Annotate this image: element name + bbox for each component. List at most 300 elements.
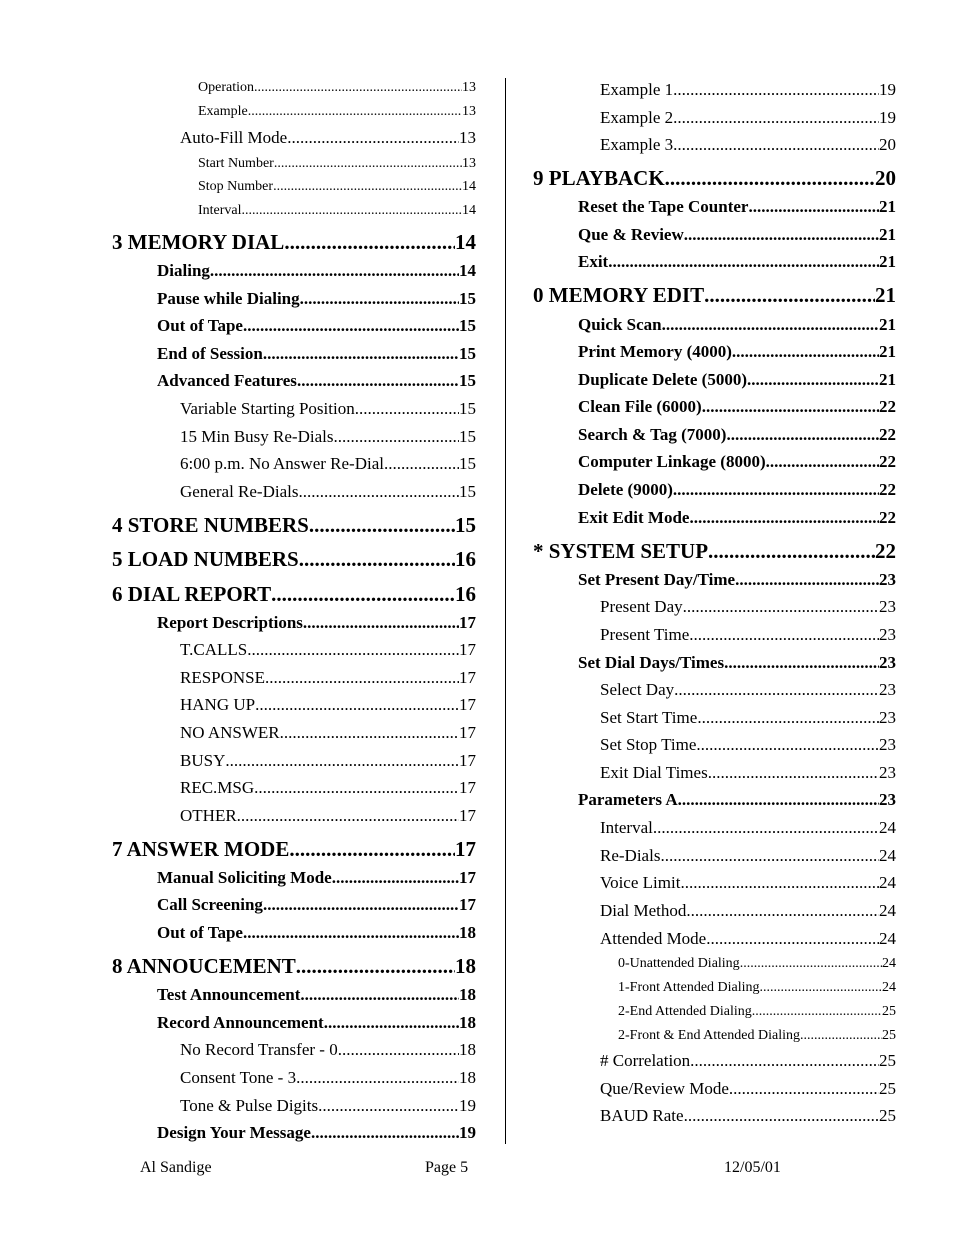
toc-dot-leader xyxy=(689,507,879,529)
toc-entry[interactable] xyxy=(157,922,476,944)
toc-entry-page: 21 xyxy=(879,197,896,216)
toc-entry-page: 17 xyxy=(459,751,476,770)
toc-dot-leader xyxy=(287,127,459,149)
toc-entry[interactable] xyxy=(578,424,896,446)
toc-dot-leader xyxy=(300,288,459,310)
toc-entry[interactable] xyxy=(578,789,896,811)
toc-entry[interactable] xyxy=(600,762,896,784)
toc-entry-title: 9 PLAYBACK xyxy=(533,166,665,190)
toc-entry-title: 0 MEMORY EDIT xyxy=(533,283,705,307)
toc-entry-page: 17 xyxy=(455,837,476,861)
toc-dot-leader xyxy=(732,341,879,363)
toc-entry[interactable] xyxy=(578,479,896,501)
toc-entry-title: 8 ANNOUCEMENT xyxy=(112,954,296,978)
toc-entry[interactable] xyxy=(533,164,896,192)
toc-dot-leader xyxy=(355,398,459,420)
toc-dot-leader xyxy=(662,314,879,336)
toc-entry-page: 20 xyxy=(875,166,896,190)
toc-entry-page: 18 xyxy=(459,1068,476,1087)
toc-entry-page: 25 xyxy=(882,1028,896,1043)
toc-dot-leader xyxy=(660,845,879,867)
toc-entry-page: 25 xyxy=(879,1079,896,1098)
toc-entry-title: 6 DIAL REPORT xyxy=(112,582,272,606)
toc-entry-page: 21 xyxy=(879,315,896,334)
toc-entry-page: 13 xyxy=(462,104,476,119)
toc-entry[interactable] xyxy=(533,281,896,309)
toc-entry-page: 23 xyxy=(879,680,896,699)
toc-entry[interactable] xyxy=(180,694,476,716)
toc-entry-page: 23 xyxy=(879,735,896,754)
toc-entry-title: General Re-Dials xyxy=(180,482,299,501)
toc-entry-page: 24 xyxy=(882,980,896,995)
toc-entry[interactable] xyxy=(180,1095,476,1117)
toc-entry-title: Attended Mode xyxy=(600,929,707,948)
toc-entry-page: 21 xyxy=(879,342,896,361)
toc-entry-page: 20 xyxy=(879,135,896,154)
toc-entry-title: Search & Tag (7000) xyxy=(578,425,727,444)
toc-dot-leader xyxy=(696,734,879,756)
toc-entry-title: Set Start Time xyxy=(600,708,698,727)
toc-entry[interactable] xyxy=(180,127,476,149)
toc-entry[interactable] xyxy=(157,260,476,282)
toc-entry[interactable] xyxy=(578,569,896,591)
toc-dot-leader xyxy=(740,955,882,973)
toc-entry-page: 15 xyxy=(459,289,476,308)
toc-entry[interactable] xyxy=(112,835,476,863)
toc-entry-title: Set Dial Days/Times xyxy=(578,653,725,672)
toc-entry[interactable] xyxy=(600,1105,896,1127)
toc-entry-title: Reset the Tape Counter xyxy=(578,197,749,216)
toc-entry[interactable] xyxy=(600,900,896,922)
toc-entry-page: 14 xyxy=(459,261,476,280)
toc-entry[interactable] xyxy=(600,679,896,701)
toc-entry-page: 15 xyxy=(459,399,476,418)
toc-entry[interactable] xyxy=(112,228,476,256)
toc-dot-leader xyxy=(318,1095,459,1117)
toc-dot-leader xyxy=(237,805,459,827)
toc-dot-leader xyxy=(680,872,879,894)
toc-dot-leader xyxy=(263,894,459,916)
toc-entry-title: 4 STORE NUMBERS xyxy=(112,513,309,537)
toc-dot-leader xyxy=(747,369,879,391)
toc-dot-leader xyxy=(210,260,459,282)
toc-entry-page: 15 xyxy=(459,482,476,501)
toc-entry-page: 25 xyxy=(879,1106,896,1125)
toc-dot-leader xyxy=(690,1050,879,1072)
toc-entry-page: 19 xyxy=(879,80,896,99)
toc-entry[interactable] xyxy=(157,894,476,916)
toc-entry[interactable] xyxy=(578,251,896,273)
toc-entry[interactable] xyxy=(600,707,896,729)
footer-page-number: Page 5 xyxy=(425,1159,469,1176)
toc-dot-leader xyxy=(254,777,459,799)
toc-entry-title: Voice Limit xyxy=(600,873,681,892)
toc-entry[interactable] xyxy=(578,396,896,418)
toc-entry-page: 22 xyxy=(875,539,896,563)
toc-entry-page: 24 xyxy=(879,929,896,948)
toc-dot-leader xyxy=(760,979,882,997)
toc-entry-title: Delete (9000) xyxy=(578,480,673,499)
toc-entry-page: 22 xyxy=(879,508,896,527)
toc-entry-title: Exit xyxy=(578,252,609,271)
toc-dot-leader xyxy=(299,545,455,573)
toc-entry-title: Present Day xyxy=(600,597,683,616)
toc-entry-page: 15 xyxy=(455,513,476,537)
toc-entry[interactable] xyxy=(157,867,476,889)
toc-entry[interactable] xyxy=(112,511,476,539)
toc-entry-title: HANG UP xyxy=(180,695,256,714)
toc-dot-leader xyxy=(324,1012,459,1034)
toc-entry-title: 0-Unattended Dialing xyxy=(618,956,740,971)
footer-author: Al Sandige xyxy=(140,1159,212,1176)
toc-entry-title: # Correlation xyxy=(600,1051,691,1070)
toc-entry-page: 15 xyxy=(459,454,476,473)
toc-entry-page: 17 xyxy=(459,613,476,632)
toc-dot-leader xyxy=(297,370,459,392)
toc-entry-title: Call Screening xyxy=(157,895,263,914)
toc-entry[interactable] xyxy=(180,426,476,448)
toc-entry-title: 1-Front Attended Dialing xyxy=(618,980,760,995)
toc-entry-page: 18 xyxy=(455,954,476,978)
toc-dot-leader xyxy=(673,107,879,129)
toc-dot-leader xyxy=(704,281,875,309)
toc-entry-title: Interval xyxy=(198,203,242,218)
toc-dot-leader xyxy=(296,952,455,980)
toc-entry-page: 13 xyxy=(462,156,476,171)
toc-entry-title: 5 LOAD NUMBERS xyxy=(112,547,299,571)
toc-entry[interactable] xyxy=(600,1078,896,1100)
toc-entry-page: 14 xyxy=(462,179,476,194)
toc-entry-title: BUSY xyxy=(180,751,226,770)
toc-entry-page: 18 xyxy=(459,1013,476,1032)
toc-entry-title: Start Number xyxy=(198,156,274,171)
toc-entry[interactable] xyxy=(600,817,896,839)
toc-entry[interactable] xyxy=(618,1003,896,1021)
toc-entry[interactable] xyxy=(600,624,896,646)
toc-entry[interactable] xyxy=(180,398,476,420)
toc-entry[interactable] xyxy=(600,845,896,867)
toc-entry[interactable] xyxy=(578,507,896,529)
toc-entry-title: Test Announcement xyxy=(157,985,301,1004)
toc-entry-page: 23 xyxy=(879,570,896,589)
toc-dot-leader xyxy=(665,164,875,192)
toc-entry[interactable] xyxy=(180,639,476,661)
toc-dot-leader xyxy=(300,984,459,1006)
toc-entry-title: Out of Tape xyxy=(157,316,243,335)
toc-dot-leader xyxy=(673,479,879,501)
toc-entry-title: Que/Review Mode xyxy=(600,1079,729,1098)
toc-entry[interactable] xyxy=(578,369,896,391)
column-divider xyxy=(505,78,506,1144)
toc-entry-title: Consent Tone - 3 xyxy=(180,1068,297,1087)
toc-entry-title: 7 ANSWER MODE xyxy=(112,837,290,861)
toc-dot-leader xyxy=(265,667,459,689)
toc-entry-page: 22 xyxy=(879,452,896,471)
toc-entry[interactable] xyxy=(600,79,896,101)
toc-dot-leader xyxy=(678,789,879,811)
toc-dot-leader xyxy=(800,1027,882,1045)
toc-entry-page: 24 xyxy=(879,873,896,892)
toc-entry-title: Pause while Dialing xyxy=(157,289,300,308)
toc-entry-page: 22 xyxy=(879,480,896,499)
toc-entry-title: 6:00 p.m. No Answer Re-Dial xyxy=(180,454,384,473)
toc-entry-title: Select Day xyxy=(600,680,675,699)
toc-dot-leader xyxy=(242,202,462,220)
toc-entry-title: Set Stop Time xyxy=(600,735,697,754)
toc-entry[interactable] xyxy=(180,481,476,503)
toc-entry[interactable] xyxy=(600,872,896,894)
toc-entry-title: T.CALLS xyxy=(180,640,248,659)
toc-entry-title: NO ANSWER xyxy=(180,723,280,742)
toc-dot-leader xyxy=(729,1078,879,1100)
toc-entry-title: BAUD Rate xyxy=(600,1106,684,1125)
toc-entry-title: Dial Method xyxy=(600,901,687,920)
toc-entry-page: 21 xyxy=(879,225,896,244)
toc-entry-page: 22 xyxy=(879,397,896,416)
toc-entry[interactable] xyxy=(180,667,476,689)
toc-entry-title: Stop Number xyxy=(198,179,274,194)
toc-dot-leader xyxy=(303,612,459,634)
toc-entry-page: 14 xyxy=(455,230,476,254)
toc-entry-title: Exit Dial Times xyxy=(600,763,708,782)
toc-entry-page: 25 xyxy=(882,1004,896,1019)
toc-entry[interactable] xyxy=(618,955,896,973)
toc-entry[interactable] xyxy=(600,596,896,618)
toc-dot-leader xyxy=(280,722,459,744)
toc-dot-leader xyxy=(254,79,462,97)
toc-dot-leader xyxy=(706,928,879,950)
toc-dot-leader xyxy=(274,155,462,173)
toc-entry[interactable] xyxy=(112,580,476,608)
toc-entry-title: Variable Starting Position xyxy=(180,399,355,418)
toc-entry-title: Example 2 xyxy=(600,108,674,127)
toc-entry-title: Operation xyxy=(198,80,254,95)
toc-entry-title: Exit Edit Mode xyxy=(578,508,690,527)
toc-entry-page: 24 xyxy=(879,818,896,837)
toc-entry[interactable] xyxy=(180,1039,476,1061)
toc-entry[interactable] xyxy=(157,343,476,365)
toc-dot-leader xyxy=(673,79,879,101)
toc-entry[interactable] xyxy=(157,984,476,1006)
toc-dot-leader xyxy=(296,1067,459,1089)
toc-entry-title: 2-End Attended Dialing xyxy=(618,1004,752,1019)
toc-entry-page: 15 xyxy=(459,344,476,363)
toc-entry-page: 17 xyxy=(459,640,476,659)
toc-entry[interactable] xyxy=(600,928,896,950)
toc-entry-page: 16 xyxy=(455,547,476,571)
toc-entry-title: Manual Soliciting Mode xyxy=(157,868,332,887)
toc-entry[interactable] xyxy=(198,155,476,173)
toc-entry-page: 19 xyxy=(879,108,896,127)
toc-entry-title: Duplicate Delete (5000) xyxy=(578,370,748,389)
toc-entry-title: End of Session xyxy=(157,344,263,363)
toc-entry[interactable] xyxy=(157,1122,476,1144)
toc-entry[interactable] xyxy=(180,777,476,799)
toc-entry[interactable] xyxy=(112,545,476,573)
toc-entry-page: 23 xyxy=(879,763,896,782)
toc-dot-leader xyxy=(298,481,459,503)
toc-dot-leader xyxy=(674,679,879,701)
toc-entry-page: 25 xyxy=(879,1051,896,1070)
toc-entry-title: Out of Tape xyxy=(157,923,243,942)
toc-entry[interactable] xyxy=(618,979,896,997)
toc-dot-leader xyxy=(338,1039,459,1061)
toc-entry-page: 19 xyxy=(459,1096,476,1115)
toc-entry-page: 24 xyxy=(882,956,896,971)
toc-entry-title: REC.MSG xyxy=(180,778,255,797)
toc-dot-leader xyxy=(271,580,455,608)
toc-entry-page: 23 xyxy=(879,653,896,672)
toc-entry[interactable] xyxy=(618,1027,896,1045)
toc-dot-leader xyxy=(684,224,879,246)
toc-entry[interactable] xyxy=(578,451,896,473)
toc-entry-page: 13 xyxy=(462,80,476,95)
toc-dot-leader xyxy=(309,511,455,539)
toc-dot-leader xyxy=(735,569,879,591)
toc-dot-leader xyxy=(311,1122,459,1144)
toc-dot-leader xyxy=(247,639,459,661)
toc-entry[interactable] xyxy=(578,314,896,336)
toc-dot-leader xyxy=(708,537,875,565)
toc-entry[interactable] xyxy=(578,196,896,218)
toc-entry-page: 23 xyxy=(879,708,896,727)
toc-entry[interactable] xyxy=(600,134,896,156)
toc-entry[interactable] xyxy=(180,750,476,772)
toc-dot-leader xyxy=(766,451,879,473)
toc-entry[interactable] xyxy=(600,1050,896,1072)
toc-entry[interactable] xyxy=(180,453,476,475)
toc-entry-page: 24 xyxy=(879,901,896,920)
toc-entry[interactable] xyxy=(157,370,476,392)
toc-entry-title: Re-Dials xyxy=(600,846,661,865)
toc-dot-leader xyxy=(273,178,462,196)
toc-dot-leader xyxy=(332,867,459,889)
toc-entry[interactable] xyxy=(157,612,476,634)
toc-entry-title: Interval xyxy=(600,818,653,837)
toc-entry-title: Dialing xyxy=(157,261,210,280)
toc-entry-title: Quick Scan xyxy=(578,315,662,334)
toc-entry-title: 3 MEMORY DIAL xyxy=(112,230,285,254)
toc-entry-page: 15 xyxy=(459,316,476,335)
toc-entry-page: 22 xyxy=(879,425,896,444)
toc-entry[interactable] xyxy=(157,1012,476,1034)
toc-dot-leader xyxy=(684,1105,879,1127)
toc-dot-leader xyxy=(697,707,879,729)
toc-entry-page: 21 xyxy=(875,283,896,307)
toc-dot-leader xyxy=(686,900,879,922)
toc-entry[interactable] xyxy=(198,103,476,121)
toc-entry-title: Example 1 xyxy=(600,80,674,99)
toc-entry-title: Set Present Day/Time xyxy=(578,570,736,589)
toc-dot-leader xyxy=(255,694,459,716)
toc-entry[interactable] xyxy=(600,107,896,129)
toc-entry-page: 17 xyxy=(459,723,476,742)
toc-dot-leader xyxy=(608,251,879,273)
toc-dot-leader xyxy=(683,596,879,618)
toc-entry-page: 17 xyxy=(459,668,476,687)
toc-entry-page: 15 xyxy=(459,427,476,446)
toc-dot-leader xyxy=(333,426,459,448)
toc-entry-page: 17 xyxy=(459,695,476,714)
toc-entry-page: 14 xyxy=(462,203,476,218)
toc-dot-leader xyxy=(263,343,459,365)
toc-entry-title: Print Memory (4000) xyxy=(578,342,732,361)
toc-entry-title: Present Time xyxy=(600,625,690,644)
toc-entry-title: Que & Review xyxy=(578,225,684,244)
toc-entry[interactable] xyxy=(180,805,476,827)
toc-entry-title: 2-Front & End Attended Dialing xyxy=(618,1028,800,1043)
toc-entry-page: 13 xyxy=(459,128,476,147)
toc-entry-page: 19 xyxy=(459,1123,476,1142)
toc-entry-title: Report Descriptions xyxy=(157,613,303,632)
toc-dot-leader xyxy=(673,134,879,156)
toc-entry-page: 23 xyxy=(879,597,896,616)
toc-entry[interactable] xyxy=(112,952,476,980)
toc-entry-page: 17 xyxy=(459,895,476,914)
toc-entry-title: Design Your Message xyxy=(157,1123,311,1142)
toc-entry-title: Computer Linkage (8000) xyxy=(578,452,766,471)
toc-entry-title: OTHER xyxy=(180,806,237,825)
toc-entry-title: Auto-Fill Mode xyxy=(180,128,288,147)
toc-entry-page: 18 xyxy=(459,985,476,1004)
toc-entry[interactable] xyxy=(198,178,476,196)
toc-dot-leader xyxy=(248,103,462,121)
toc-entry-title: Tone & Pulse Digits xyxy=(180,1096,319,1115)
toc-dot-leader xyxy=(726,424,879,446)
toc-entry-page: 18 xyxy=(459,1040,476,1059)
toc-entry-title: Parameters A xyxy=(578,790,678,809)
toc-entry[interactable] xyxy=(533,537,896,565)
toc-entry-page: 21 xyxy=(879,252,896,271)
toc-entry-page: 17 xyxy=(459,778,476,797)
toc-entry-title: 15 Min Busy Re-Dials xyxy=(180,427,334,446)
toc-entry[interactable] xyxy=(578,652,896,674)
toc-entry-title: Clean File (6000) xyxy=(578,397,702,416)
toc-entry-title: Example 3 xyxy=(600,135,674,154)
toc-entry-page: 23 xyxy=(879,625,896,644)
toc-entry-title: No Record Transfer - 0 xyxy=(180,1040,338,1059)
toc-entry[interactable] xyxy=(198,202,476,220)
toc-entry[interactable] xyxy=(157,288,476,310)
toc-dot-leader xyxy=(724,652,879,674)
toc-entry[interactable] xyxy=(180,722,476,744)
toc-dot-leader xyxy=(243,315,459,337)
toc-entry[interactable] xyxy=(600,734,896,756)
toc-entry[interactable] xyxy=(157,315,476,337)
toc-dot-leader xyxy=(289,835,455,863)
toc-entry[interactable] xyxy=(578,341,896,363)
toc-dot-leader xyxy=(748,196,879,218)
toc-entry[interactable] xyxy=(578,224,896,246)
toc-entry-page: 17 xyxy=(459,806,476,825)
toc-dot-leader xyxy=(653,817,879,839)
toc-dot-leader xyxy=(702,396,879,418)
toc-dot-leader xyxy=(284,228,455,256)
toc-entry-page: 15 xyxy=(459,371,476,390)
toc-entry[interactable] xyxy=(198,79,476,97)
toc-dot-leader xyxy=(384,453,459,475)
toc-entry-title: * SYSTEM SETUP xyxy=(533,539,709,563)
toc-entry-page: 16 xyxy=(455,582,476,606)
toc-entry[interactable] xyxy=(180,1067,476,1089)
toc-entry-page: 24 xyxy=(879,846,896,865)
toc-entry-title: RESPONSE xyxy=(180,668,266,687)
toc-dot-leader xyxy=(752,1003,882,1021)
toc-dot-leader xyxy=(708,762,879,784)
toc-dot-leader xyxy=(689,624,879,646)
toc-entry-page: 23 xyxy=(879,790,896,809)
toc-entry-title: Record Announcement xyxy=(157,1013,324,1032)
